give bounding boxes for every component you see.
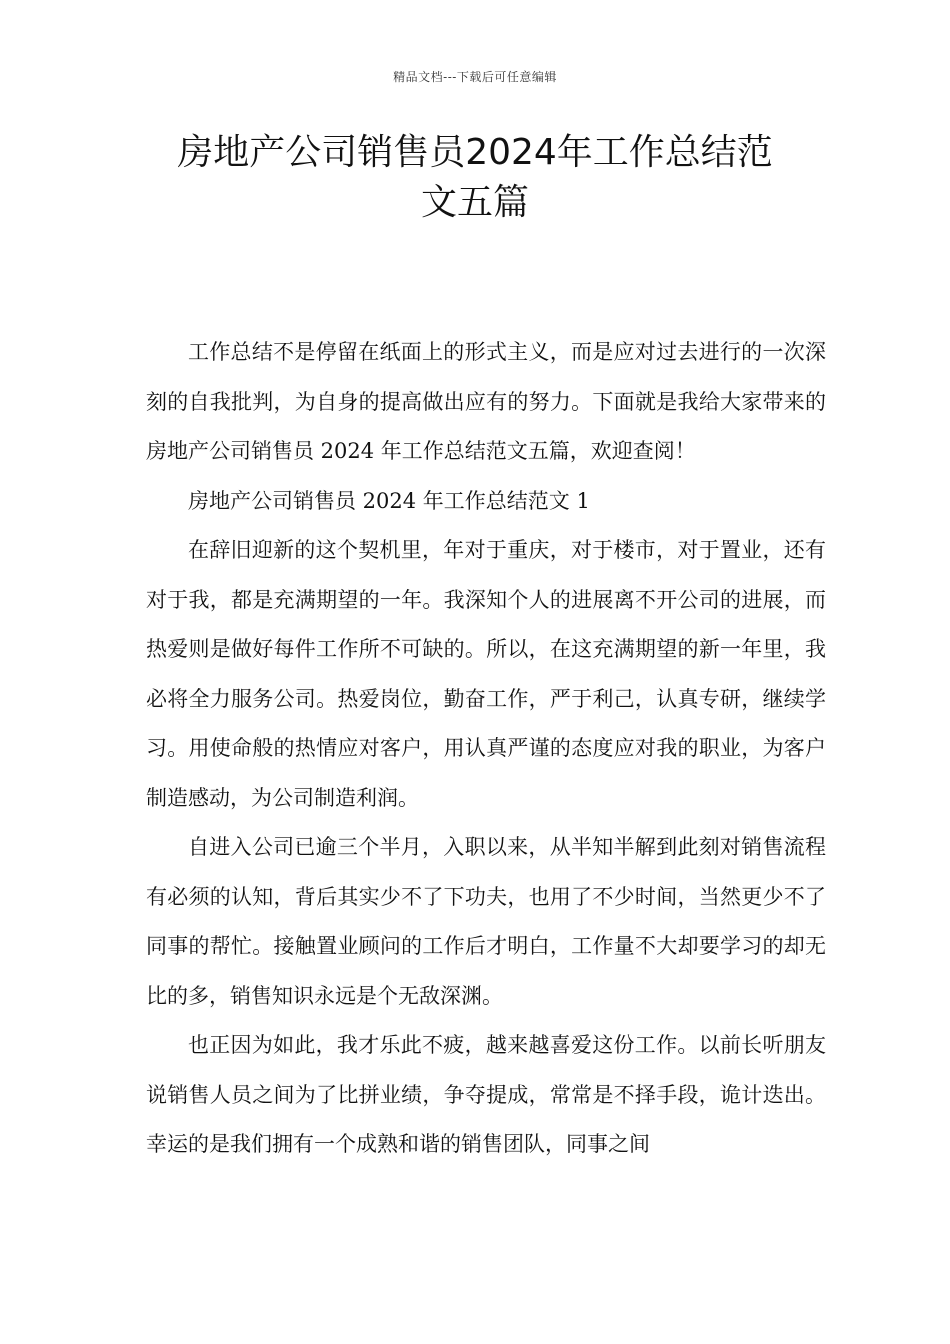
document-title bbox=[150, 128, 800, 228]
body-paragraph: 自进入公司已逾三个半月，入职以来，从半知半解到此刻对销售流程有必须的认知，背后其实少不了下功夫，也用了不少时间，当然更少不了同事的帮忙。接触置业顾问的工作后才明白，工作量不大却要学习的却无比的多，销售知识永远是个无敌深渊。 bbox=[146, 835, 826, 1008]
body-paragraph: 在辞旧迎新的这个契机里，年对于重庆，对于楼市，对于置业，还有对于我，都是充满期望的一年。我深知个人的进展离不开公司的进展，而热爱则是做好每件工作所不可缺的。所以，在这充满期望的新一年里，我必将全力服务公司。热爱岗位，勤奋工作，严于利己，认真专研，继续学习。用使命般的热情应对客户，用认真严谨的态度应对我的职业，为客户制造感动，为公司制造利润。 bbox=[146, 538, 826, 810]
body-paragraph: 也正因为如此，我才乐此不疲，越来越喜爱这份工作。以前长听朋友说销售人员之间为了比拼业绩，争夺提成，常常是不择手段，诡计迭出。幸运的是我们拥有一个成熟和谐的销售团队，同事之间 bbox=[146, 1033, 826, 1156]
header-note: 精品文档---下载后可任意编辑 bbox=[393, 70, 557, 84]
title-line-1: 房地产公司销售员2024年工作总结范 bbox=[177, 132, 773, 173]
section-heading: 房地产公司销售员 2024 年工作总结范文 1 bbox=[188, 488, 590, 513]
document-body bbox=[146, 328, 826, 1170]
title-line-2: 文五篇 bbox=[420, 182, 529, 223]
intro-paragraph: 工作总结不是停留在纸面上的形式主义，而是应对过去进行的一次深刻的自我批判，为自身的提高做出应有的努力。下面就是我给大家带来的房地产公司销售员 2024 年工作总结范文五篇，欢迎查阅！ bbox=[146, 340, 826, 463]
